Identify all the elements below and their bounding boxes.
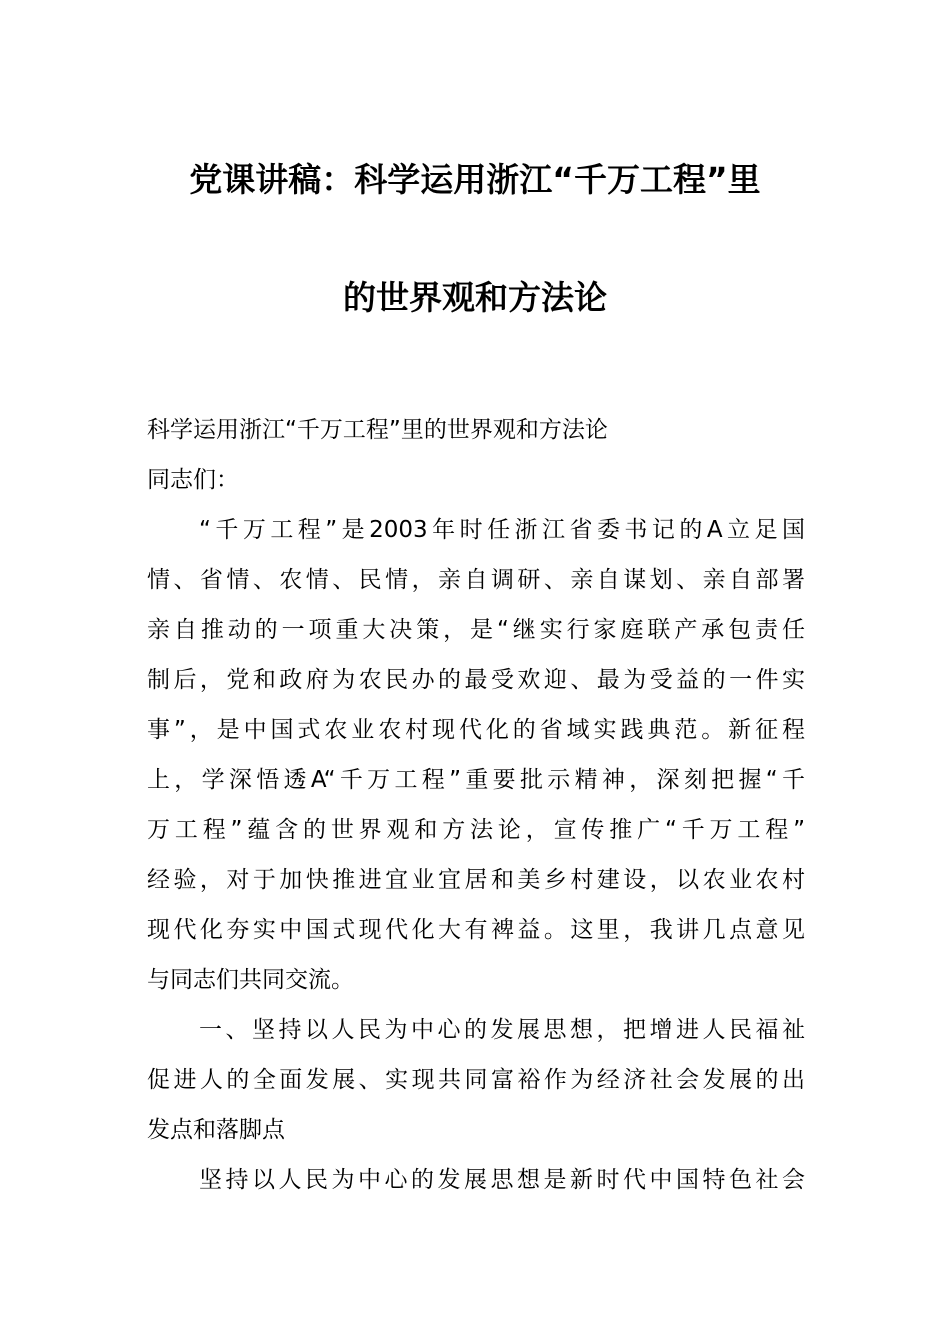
paragraph-line: 事”，是中国式农业农村现代化的省域实践典范。新征程	[147, 717, 805, 743]
subtitle: 科学运用浙江“千万工程”里的世界观和方法论	[147, 417, 608, 443]
paragraph-line: 现代化夯实中国式现代化大有裨益。这里，我讲几点意见	[147, 917, 805, 943]
paragraph	[147, 1160, 805, 1210]
paragraph	[147, 510, 805, 1010]
greeting: 同志们：	[147, 467, 239, 493]
document-title-line-2: 的世界观和方法论	[343, 278, 607, 317]
paragraph-line: 制后，党和政府为农民办的最受欢迎、最为受益的一件实	[147, 667, 805, 693]
paragraph-line: 促进人的全面发展、实现共同富裕作为经济社会发展的出	[147, 1067, 805, 1093]
paragraphs	[147, 510, 805, 1210]
paragraph-line: 上，学深悟透A“千万工程”重要批示精神，深刻把握“千	[147, 767, 805, 793]
paragraph-line: 发点和落脚点	[147, 1117, 285, 1143]
paragraph-line: 一、坚持以人民为中心的发展思想，把增进人民福祉	[199, 1017, 805, 1043]
paragraph-line: 坚持以人民为中心的发展思想是新时代中国特色社会	[199, 1167, 805, 1193]
paragraph-line: 与同志们共同交流。	[147, 967, 354, 993]
document-body	[147, 410, 805, 1210]
paragraph-line: 经验，对于加快推进宜业宜居和美乡村建设，以农业农村	[147, 867, 805, 893]
paragraph	[147, 1010, 805, 1160]
document-title-line-1: 党课讲稿：科学运用浙江“千万工程”里	[189, 160, 761, 199]
paragraph-line: “千万工程”是2003年时任浙江省委书记的A立足国	[199, 517, 805, 543]
paragraph-line: 万工程”蕴含的世界观和方法论，宣传推广“千万工程”	[147, 817, 805, 843]
paragraph-line: 情、省情、农情、民情，亲自调研、亲自谋划、亲自部署	[147, 567, 805, 593]
paragraph-line: 亲自推动的一项重大决策，是“继实行家庭联产承包责任	[147, 617, 805, 643]
